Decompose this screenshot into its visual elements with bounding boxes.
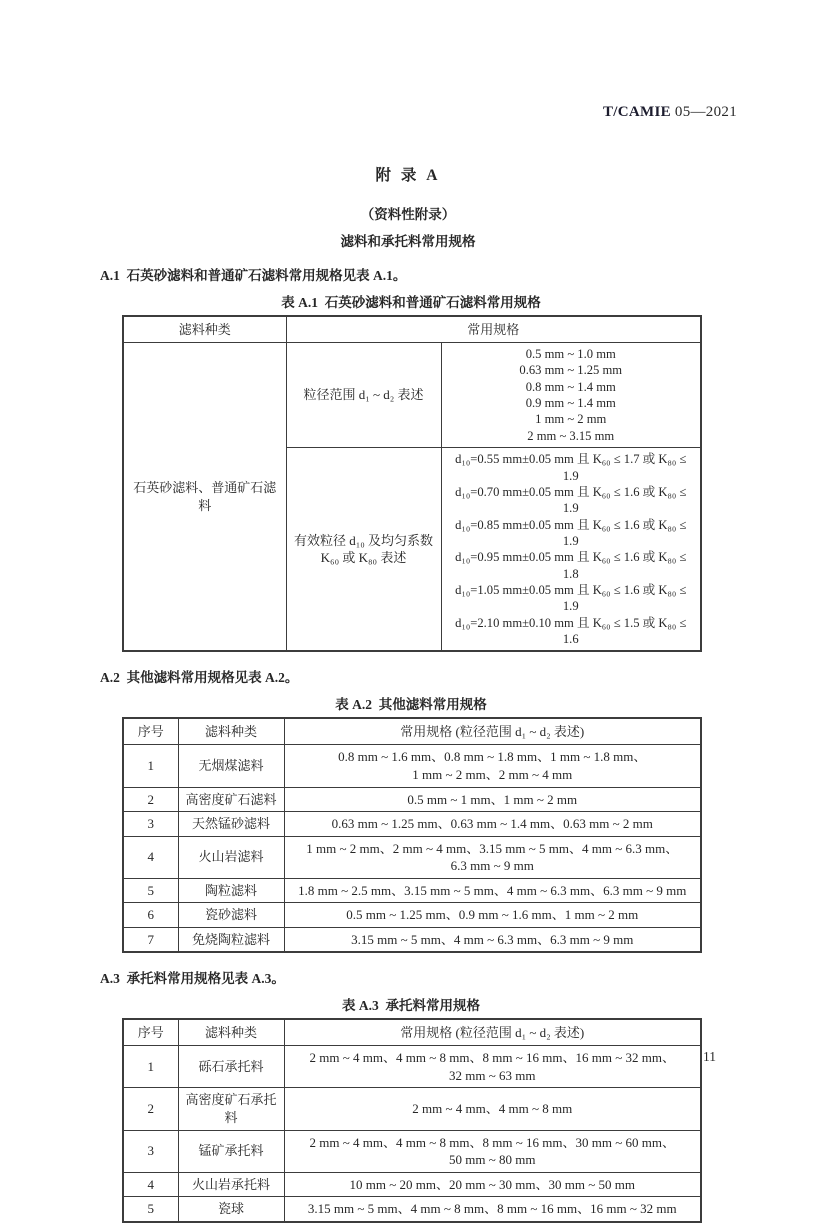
standard-code-suffix: 05—2021 bbox=[674, 104, 737, 120]
appendix-subject: 滤料和承托料常用规格 bbox=[340, 234, 476, 249]
material-cell: 石英砂滤料、普通矿石滤料 bbox=[123, 343, 286, 652]
type-cell: 火山岩承托料 bbox=[178, 1172, 284, 1197]
spec-cell: d₁₀=0.55 mm±0.05 mm 且 K₆₀ ≤ 1.7 或 K₈₀ ≤ 1.9 d₁₀=0.70 mm±0.05 mm 且 K₆₀ ≤ 1.6 或 K₈₀ ≤ 1.9 d₁₀=0.85 mm±0.05 mm 且 K₆₀ ≤ 1.6 或 K₈₀ ≤ 1.9 d₁₀=0.95 mm±0.05 mm 且 K₆₀ ≤ 1.6 或 K₈₀ ≤ 1.8 d₁₀=1.05 mm±0.05 mm 且 K₆₀ ≤ 1.6 或 K₈₀ ≤ 1.9 d₁₀=2.10 mm±0.10 mm 且 K₆₀ ≤ 1.5 或 K₈₀ ≤ 1.6 bbox=[441, 448, 701, 652]
spec-cell: 1 mm ~ 2 mm、2 mm ~ 4 mm、3.15 mm ~ 5 mm、4 mm ~ 6.3 mm、 6.3 mm ~ 9 mm bbox=[284, 836, 701, 878]
section-a1-heading: A.1 石英砂滤料和普通矿石滤料常用规格见表 A.1。 bbox=[100, 268, 407, 283]
type-cell: 免烧陶粒滤料 bbox=[178, 927, 284, 952]
table-row bbox=[123, 343, 701, 448]
type-cell: 无烟煤滤料 bbox=[178, 745, 284, 787]
seq-cell: 7 bbox=[123, 927, 178, 952]
type-cell: 瓷砂滤料 bbox=[178, 903, 284, 928]
type-cell: 高密度矿石滤料 bbox=[178, 787, 284, 812]
seq-cell: 1 bbox=[123, 1046, 178, 1088]
table-row bbox=[123, 1197, 701, 1222]
col-header-type: 滤料种类 bbox=[178, 1019, 284, 1046]
table-row bbox=[123, 878, 701, 903]
table-row bbox=[123, 836, 701, 878]
seq-cell: 4 bbox=[123, 1172, 178, 1197]
table-row bbox=[123, 903, 701, 928]
table-a1-header-row bbox=[123, 316, 701, 343]
col-header-seq: 序号 bbox=[123, 718, 178, 745]
col-header-seq: 序号 bbox=[123, 1019, 178, 1046]
table-row bbox=[123, 927, 701, 952]
spec-cell: 3.15 mm ~ 5 mm、4 mm ~ 8 mm、8 mm ~ 16 mm、16 mm ~ 32 mm bbox=[284, 1197, 701, 1222]
table-row bbox=[123, 1130, 701, 1172]
standard-code-prefix: T/CAMIE bbox=[602, 104, 671, 120]
seq-cell: 5 bbox=[123, 878, 178, 903]
table-row bbox=[123, 745, 701, 787]
spec-cell: 0.5 mm ~ 1.0 mm 0.63 mm ~ 1.25 mm 0.8 mm ~ 1.4 mm 0.9 mm ~ 1.4 mm 1 mm ~ 2 mm 2 mm ~ 3.15 mm bbox=[441, 343, 701, 448]
table-row bbox=[123, 1088, 701, 1130]
spec-cell: 2 mm ~ 4 mm、4 mm ~ 8 mm、8 mm ~ 16 mm、30 mm ~ 60 mm、 50 mm ~ 80 mm bbox=[284, 1130, 701, 1172]
seq-cell: 4 bbox=[123, 836, 178, 878]
seq-cell: 2 bbox=[123, 1088, 178, 1130]
type-cell: 天然锰砂滤料 bbox=[178, 812, 284, 837]
standard-code bbox=[603, 104, 737, 121]
spec-cell: 0.8 mm ~ 1.6 mm、0.8 mm ~ 1.8 mm、1 mm ~ 1.8 mm、 1 mm ~ 2 mm、2 mm ~ 4 mm bbox=[284, 745, 701, 787]
type-cell: 高密度矿石承托料 bbox=[178, 1088, 284, 1130]
table-a2-header-row bbox=[123, 718, 701, 745]
section-a3-heading: A.3 承托料常用规格见表 A.3。 bbox=[100, 971, 285, 987]
spec-cell: 10 mm ~ 20 mm、20 mm ~ 30 mm、30 mm ~ 50 mm bbox=[284, 1172, 701, 1197]
table-row bbox=[123, 787, 701, 812]
spec-cell: 0.63 mm ~ 1.25 mm、0.63 mm ~ 1.4 mm、0.63 mm ~ 2 mm bbox=[284, 812, 701, 837]
method-cell: 有效粒径 d₁₀ 及均匀系数 K₆₀ 或 K₈₀ 表述 bbox=[286, 448, 441, 652]
table-row bbox=[123, 812, 701, 837]
col-header-spec: 常用规格 bbox=[286, 316, 701, 343]
table-a3-header-row bbox=[123, 1019, 701, 1046]
type-cell: 锰矿承托料 bbox=[178, 1130, 284, 1172]
method-cell: 粒径范围 d₁ ~ d₂ 表述 bbox=[286, 343, 441, 448]
appendix-note: （资料性附录） bbox=[360, 207, 456, 222]
seq-cell: 3 bbox=[123, 1130, 178, 1172]
spec-cell: 0.5 mm ~ 1.25 mm、0.9 mm ~ 1.6 mm、1 mm ~ 2 mm bbox=[284, 903, 701, 928]
page-number: 11 bbox=[703, 1049, 716, 1064]
appendix-title: 附 录 A bbox=[375, 167, 441, 184]
table-a2-caption: 表 A.2 其他滤料常用规格 bbox=[335, 697, 487, 713]
table-a1 bbox=[122, 315, 702, 652]
seq-cell: 6 bbox=[123, 903, 178, 928]
type-cell: 陶粒滤料 bbox=[178, 878, 284, 903]
section-a2-heading: A.2 其他滤料常用规格见表 A.2。 bbox=[100, 670, 299, 686]
type-cell: 火山岩滤料 bbox=[178, 836, 284, 878]
spec-cell: 0.5 mm ~ 1 mm、1 mm ~ 2 mm bbox=[284, 787, 701, 812]
seq-cell: 5 bbox=[123, 1197, 178, 1222]
col-header-spec: 常用规格 (粒径范围 d₁ ~ d₂ 表述) bbox=[284, 718, 701, 745]
table-a3-caption: 表 A.3 承托料常用规格 bbox=[342, 998, 480, 1014]
seq-cell: 3 bbox=[123, 812, 178, 837]
table-a1-caption: 表 A.1 石英砂滤料和普通矿石滤料常用规格 bbox=[281, 295, 541, 310]
seq-cell: 2 bbox=[123, 787, 178, 812]
col-header-type: 滤料种类 bbox=[178, 718, 284, 745]
table-row bbox=[123, 1172, 701, 1197]
table-a2 bbox=[122, 717, 702, 953]
spec-cell: 3.15 mm ~ 5 mm、4 mm ~ 6.3 mm、6.3 mm ~ 9 mm bbox=[284, 927, 701, 952]
col-header-material: 滤料种类 bbox=[123, 316, 286, 343]
spec-cell: 2 mm ~ 4 mm、4 mm ~ 8 mm bbox=[284, 1088, 701, 1130]
type-cell: 瓷球 bbox=[178, 1197, 284, 1222]
type-cell: 砾石承托料 bbox=[178, 1046, 284, 1088]
spec-cell: 1.8 mm ~ 2.5 mm、3.15 mm ~ 5 mm、4 mm ~ 6.3 mm、6.3 mm ~ 9 mm bbox=[284, 878, 701, 903]
col-header-spec: 常用规格 (粒径范围 d₁ ~ d₂ 表述) bbox=[284, 1019, 701, 1046]
seq-cell: 1 bbox=[123, 745, 178, 787]
spec-cell: 2 mm ~ 4 mm、4 mm ~ 8 mm、8 mm ~ 16 mm、16 mm ~ 32 mm、 32 mm ~ 63 mm bbox=[284, 1046, 701, 1088]
